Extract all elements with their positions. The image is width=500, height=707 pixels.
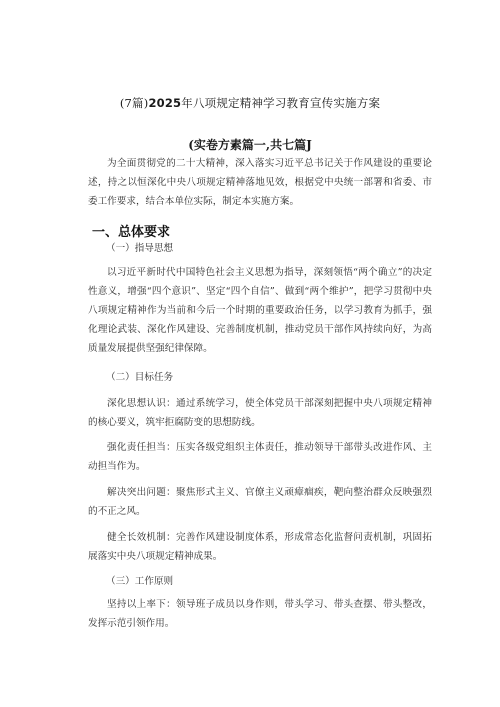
principle-paragraph-lead-by-example: 坚持以上率下：领导班子成员以身作则，带头学习、带头查摆、带头整改，发挥示范引领作用。	[88, 599, 432, 629]
title-prefix: (7篇)	[119, 96, 149, 110]
subsection-heading-work-principles: （三）工作原则	[106, 576, 174, 587]
goal-paragraph-mechanism: 健全长效机制：完善作风建设制度体系，形成常态化监督问责机制，巩固拓展落实中央八项规定精神成果。	[88, 532, 432, 562]
goal-paragraph-responsibility: 强化责任担当：压实各级党组织主体责任，推动领导干部带头改进作风、主动担当作为。	[88, 442, 432, 472]
title-rest: 年八项规定精神学习教育宣传实施方案	[181, 96, 381, 110]
subsection-heading-goals-tasks: （二）目标任务	[106, 372, 174, 383]
goal-paragraph-problems: 解决突出问题：聚焦形式主义、官僚主义顽瘴痼疾，靶向整治群众反映强烈的不正之风。	[88, 487, 432, 517]
document-subtitle: (实卷方素篇一,共七篇J	[188, 138, 312, 152]
document-title	[0, 95, 500, 111]
section-heading-overall-requirements: 一、总体要求	[92, 225, 171, 240]
title-year: 2025	[148, 96, 182, 110]
intro-paragraph: 为全面贯彻党的二十大精神，深入落实习近平总书记关于作风建设的重要论述，持之以恒深化中央八项规定精神落地见效，根据党中央统一部署和省委、市委工作要求，结合本单位实际，制定本实施方案。	[88, 158, 432, 207]
goal-paragraph-ideology: 深化思想认识：通过系统学习，使全体党员干部深刻把握中央八项规定精神的核心要义，筑牢拒腐防变的思想防线。	[88, 398, 432, 428]
subsection-heading-guiding-ideology: （一）指导思想	[106, 243, 174, 254]
guiding-ideology-paragraph: 以习近平新时代中国特色社会主义思想为指导，深刻领悟“两个确立”的决定性意义，增强“四个意识”、坚定“四个自信”、做到“两个维护”，把学习贯彻中央八项规定精神作为当前和今后一个时期的重要政治任务，以学习教育为抓手，强化理论武装、深化作风建设、完善制度机制，推动党员干部作风持续向好，为高质量发展提供坚强纪律保障。	[88, 267, 432, 354]
